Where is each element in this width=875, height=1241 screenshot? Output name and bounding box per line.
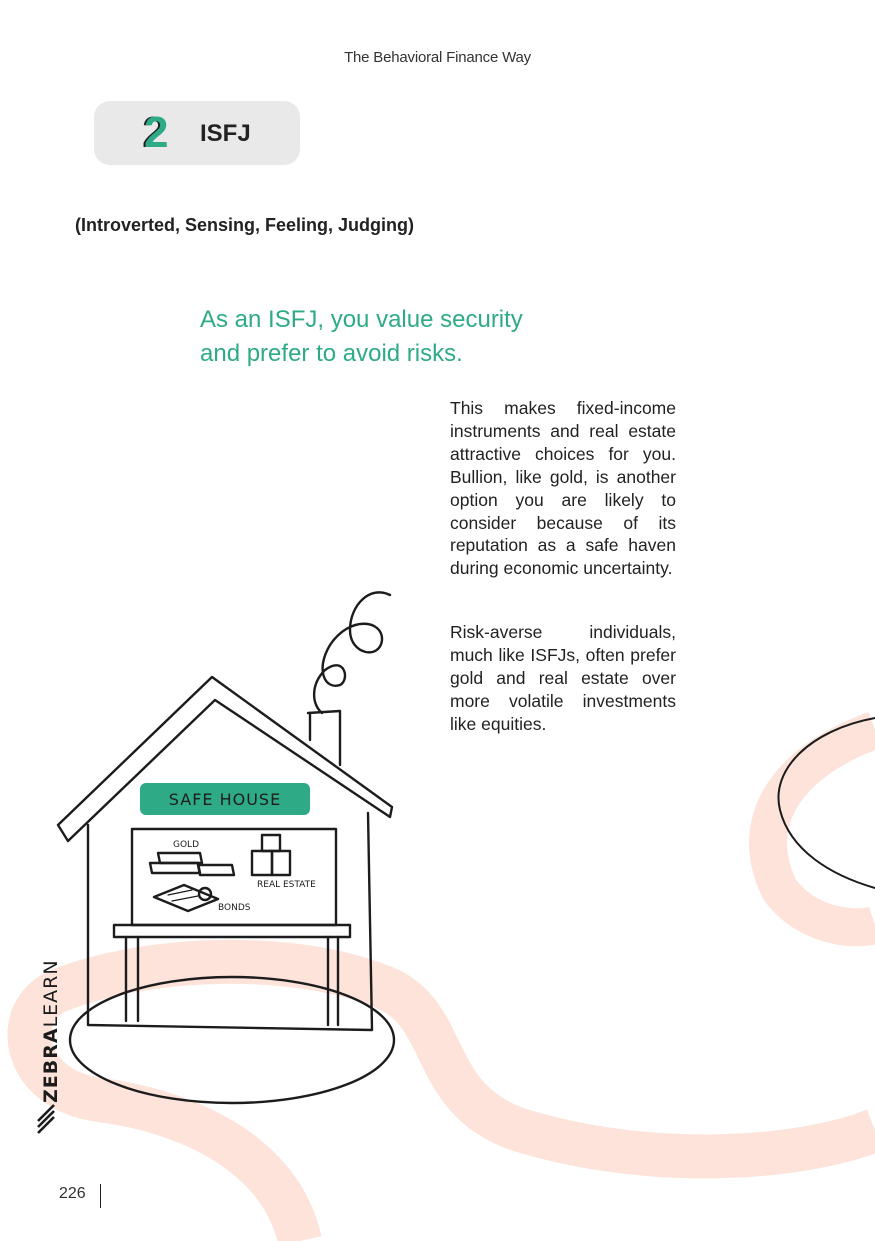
sign-label: SAFE HOUSE (168, 790, 282, 809)
type-badge (94, 101, 300, 165)
page-number-divider (100, 1184, 101, 1208)
running-header: The Behavioral Finance Way (344, 49, 531, 66)
bonds-label: BONDS (218, 903, 251, 913)
svg-text:ZEBRALEARN (40, 959, 62, 1103)
brand-bold: ZEBRA (40, 1027, 62, 1103)
body-paragraph: This makes fixed-income instruments and real estate attractive choices for you. Bullion, like gold, is another option you are likely to consider because of its reputation as a safe haven during economic uncertainty. (450, 398, 676, 579)
highlight-quote: As an ISFJ, you value security and prefer to avoid risks. (200, 306, 523, 367)
type-name: ISFJ (200, 120, 251, 147)
safe-house-illustration (50, 585, 410, 1110)
brand-logo (30, 950, 66, 1135)
real-estate-label: REAL ESTATE (257, 880, 316, 890)
type-subtitle: (Introverted, Sensing, Feeling, Judging) (75, 215, 415, 235)
body-paragraph: Risk-averse individuals, much like ISFJs, often prefer gold and real estate over more volatile investments like equities. (450, 622, 676, 734)
brand-light: LEARN (40, 959, 62, 1028)
page-number: 226 (59, 1185, 86, 1202)
type-number: 2 (144, 108, 169, 157)
gold-label: GOLD (173, 840, 200, 850)
